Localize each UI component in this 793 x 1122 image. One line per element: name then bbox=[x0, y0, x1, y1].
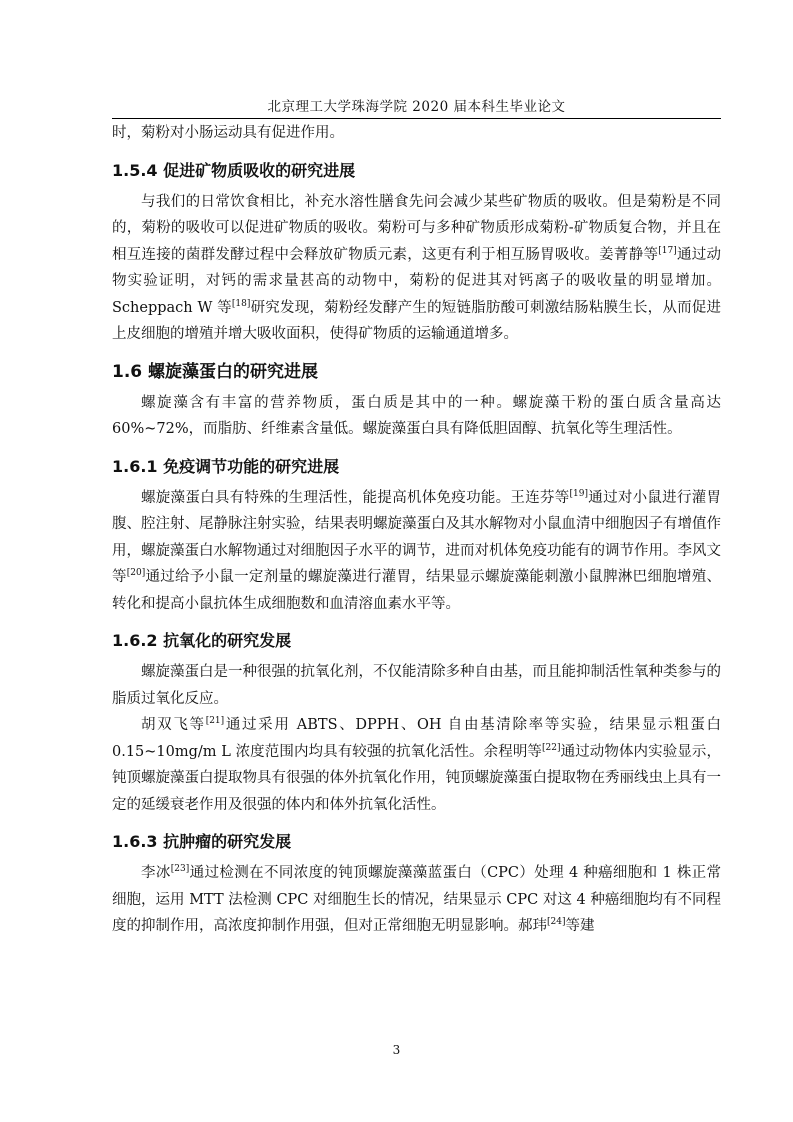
page-header: 北京理工大学珠海学院 2020 届本科生毕业论文 bbox=[267, 99, 566, 115]
heading-1-5-4: 1.5.4 促进矿物质吸收的研究进展 bbox=[112, 160, 356, 180]
citation-23: [23] bbox=[170, 864, 190, 874]
page-number: 3 bbox=[392, 1043, 401, 1057]
paragraph-continuation: 时，菊粉对小肠运动具有促进作用。 bbox=[112, 125, 344, 141]
text-run: 与我们的日常饮食相比，补充水溶性膳食先问会减少某些矿物质的吸收。但是菊粉是不同的，菊粉的吸收可以促进矿物质的吸收。菊粉可与多种矿物质形成菊粉-矿物质复合物，并且在相互连接的菌群发酵过程中会释放矿物质元素，这更有利于相互肠胃吸收。姜菁静等 bbox=[112, 193, 721, 263]
citation-17: [17] bbox=[658, 245, 677, 256]
text-run: 通过动物实验证明，对钙的需求量甚高的动物中，菊粉的促进其对钙离子的吸收量的明显增加。Scheppach W 等 bbox=[112, 246, 722, 316]
text-run: 等建 bbox=[565, 918, 595, 934]
citation-20: [20] bbox=[126, 568, 146, 578]
text-run: 李冰 bbox=[141, 865, 171, 881]
heading-1-6: 1.6 螺旋藻蛋白的研究进展 bbox=[112, 361, 319, 382]
page-body bbox=[112, 120, 721, 940]
citation-19: [19] bbox=[569, 488, 589, 499]
paragraph-antioxidant-intro: 螺旋藻蛋白是一种很强的抗氧化剂，不仅能清除多种自由基，而且能抑制活性氧种类参与的脂质过氧化反应。 bbox=[112, 664, 721, 707]
text-run: 胡双飞等 bbox=[141, 717, 206, 733]
citation-22: [22] bbox=[542, 742, 561, 753]
paragraph-immune-regulation bbox=[112, 485, 721, 618]
paragraph-antioxidant-studies bbox=[112, 712, 721, 818]
citation-21: [21] bbox=[205, 716, 225, 726]
text-run: 通过采用 ABTS、DPPH、OH 自由基清除率等实验，结果显示粗蛋白 0.15~10mg/m L 浓度范围内均具有较强的抗氧化活性。余程明等 bbox=[112, 717, 722, 760]
heading-1-6-2: 1.6.2 抗氧化的研究发展 bbox=[112, 631, 292, 650]
citation-18: [18] bbox=[231, 298, 251, 309]
text-run: 研究发现，菊粉经发酵产生的短链脂肪酸可刺激结肠粘膜生长，从而促进上皮细胞的增殖并增大吸收面积，使得矿物质的运输通道增多。 bbox=[112, 299, 722, 342]
heading-1-6-3: 1.6.3 抗肿瘤的研究发展 bbox=[112, 832, 292, 851]
paragraph-mineral-absorption bbox=[112, 189, 721, 348]
citation-24: [24] bbox=[547, 917, 566, 927]
header-rule bbox=[112, 118, 721, 119]
text-run: 通过检测在不同浓度的钝顶螺旋藻藻蓝蛋白（CPC）处理 4 种癌细胞和 1 株正常细胞，运用 MTT 法检测 CPC 对细胞生长的情况，结果显示 CPC 对这 4 种癌细胞均有不同程度的抑制作用，高浓度抑制作用强，但对正常细胞无明显影响。郝玮 bbox=[112, 865, 721, 934]
text-run: 通过对小鼠进行灌胃腹、腔注射、尾静脉注射实验，结果表明螺旋藻蛋白及其水解物对小鼠血清中细胞因子有增值作用，螺旋藻蛋白水解物通过对细胞因子水平的调节，进而对机体免疫功能有的调节作用。李风文等 bbox=[112, 489, 722, 585]
paragraph-antitumor bbox=[112, 860, 721, 940]
text-run: 螺旋藻蛋白具有特殊的生理活性，能提高机体免疫功能。王连芬等 bbox=[141, 489, 570, 506]
text-run: 通过动物体内实验显示，钝顶螺旋藻蛋白提取物具有很强的体外抗氧化作用，钝顶螺旋藻蛋白提取物在秀丽线虫上具有一定的延缓衰老作用及很强的体内和体外抗氧化活性。 bbox=[112, 743, 722, 813]
text-run: 通过给予小鼠一定剂量的螺旋藻进行灌胃，结果显示螺旋藻能刺激小鼠脾淋巴细胞增殖、转化和提高小鼠抗体生成细胞数和血清溶血素水平等。 bbox=[112, 569, 721, 612]
heading-1-6-1: 1.6.1 免疫调节功能的研究进展 bbox=[112, 456, 340, 476]
paragraph-spirulina-protein: 螺旋藻含有丰富的营养物质，蛋白质是其中的一种。螺旋藻干粉的蛋白质含量高达 60%~72%，而脂肪、纤维素含量低。螺旋藻蛋白具有降低胆固醇、抗氧化等生理活性。 bbox=[112, 394, 721, 437]
